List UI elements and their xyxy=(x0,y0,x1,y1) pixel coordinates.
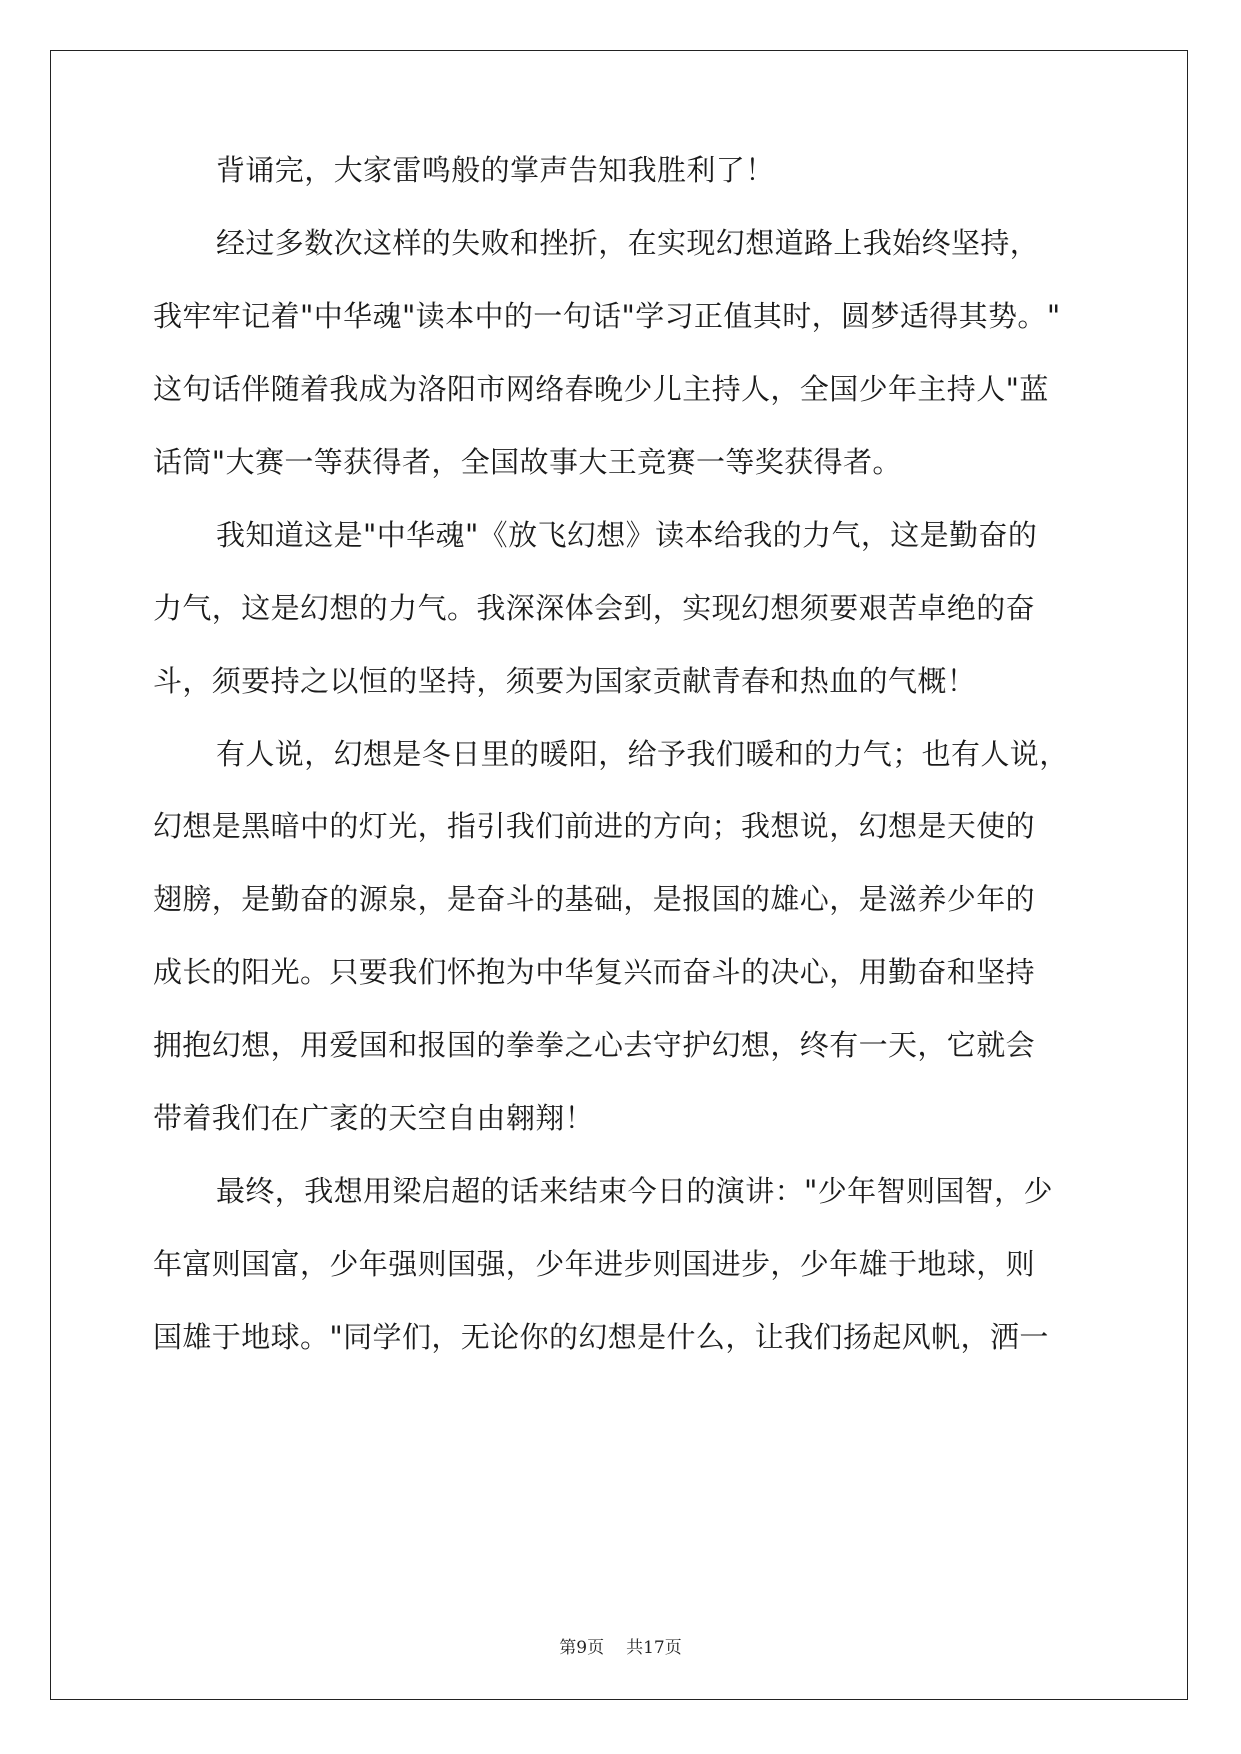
page-total: 共17页 xyxy=(626,1638,682,1658)
paragraph-line: 我牢牢记着"中华魂"读本中的一句话"学习正值其时，圆梦适得其势。" xyxy=(153,299,1061,333)
page-number: 第9页 xyxy=(559,1638,605,1658)
paragraph-line: 我知道这是"中华魂"《放飞幻想》读本给我的力气，这是勤奋的 xyxy=(216,518,1038,552)
paragraph-line: 斗，须要持之以恒的坚持，须要为国家贡献青春和热血的气概！ xyxy=(153,664,977,698)
paragraph-line: 最终，我想用梁启超的话来结束今日的演讲："少年智则国智，少 xyxy=(216,1174,1053,1208)
paragraph-line: 这句话伴随着我成为洛阳市网络春晚少儿主持人，全国少年主持人"蓝 xyxy=(153,372,1049,406)
paragraph-line: 有人说，幻想是冬日里的暖阳，给予我们暖和的力气；也有人说， xyxy=(216,737,1069,771)
paragraph-line: 幻想是黑暗中的灯光，指引我们前进的方向；我想说，幻想是天使的 xyxy=(153,809,1036,843)
paragraph-line: 翅膀，是勤奋的源泉，是奋斗的基础，是报国的雄心，是滋养少年的 xyxy=(153,882,1036,916)
paragraph-line: 拥抱幻想，用爱国和报国的拳拳之心去守护幻想，终有一天，它就会 xyxy=(153,1028,1036,1062)
page-footer xyxy=(0,1636,1241,1660)
paragraph-line: 话筒"大赛一等获得者，全国故事大王竞赛一等奖获得者。 xyxy=(153,445,902,479)
paragraph-line: 经过多数次这样的失败和挫折，在实现幻想道路上我始终坚持， xyxy=(216,226,1040,260)
paragraph-line: 国雄于地球。"同学们，无论你的幻想是什么，让我们扬起风帆，洒一 xyxy=(153,1320,1049,1354)
paragraph-line: 年富则国富，少年强则国强，少年进步则国进步，少年雄于地球，则 xyxy=(153,1247,1036,1281)
paragraph-line: 成长的阳光。只要我们怀抱为中华复兴而奋斗的决心，用勤奋和坚持 xyxy=(153,955,1036,989)
paragraph-line: 背诵完，大家雷鸣般的掌声告知我胜利了！ xyxy=(216,153,775,187)
paragraph-line: 力气，这是幻想的力气。我深深体会到，实现幻想须要艰苦卓绝的奋 xyxy=(153,591,1036,625)
paragraph-line: 带着我们在广袤的天空自由翱翔！ xyxy=(153,1101,595,1135)
